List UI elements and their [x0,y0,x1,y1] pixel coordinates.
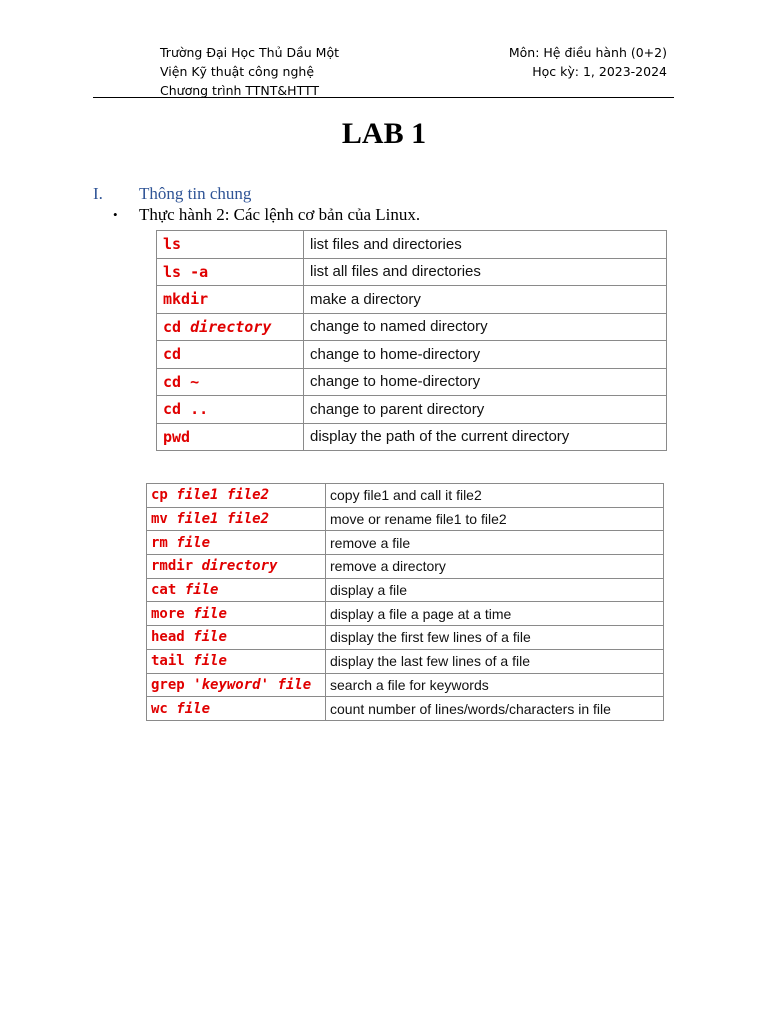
command-cell [157,313,304,341]
description-cell: move or rename file1 to file2 [326,507,664,531]
bullet-text: Thực hành 2: Các lệnh cơ bản của Linux. [139,205,421,224]
command-cell [147,602,326,626]
table-row [147,578,664,602]
header-divider [93,97,674,98]
commands-table-2 [146,483,664,721]
description-cell: change to home-directory [304,368,667,396]
command-argument: file [184,582,219,599]
command-name: rm [151,534,168,551]
command-cell [147,673,326,697]
table-row [147,555,664,579]
command-name: head [151,629,185,646]
table-row [157,313,667,341]
table-row [147,602,664,626]
command-cell [147,697,326,721]
command-name: cd [163,317,182,336]
bullet-icon: • [113,207,118,222]
description-cell: change to home-directory [304,341,667,369]
command-name: mkdir [163,290,209,309]
table-row [147,649,664,673]
command-name: tail [151,653,185,670]
command-cell [147,626,326,650]
command-argument: directory [190,317,272,336]
section-title: Thông tin chung [139,184,252,203]
table-row [157,231,667,259]
page-header [160,43,667,100]
description-cell: change to parent directory [304,396,667,424]
command-cell [157,231,304,259]
program-name: Chương trình TTNT&HTTT [160,83,320,98]
command-name: mv [151,511,168,528]
command-name: cd .. [163,400,209,419]
command-name: grep [151,676,185,693]
semester: Học kỳ: 1, 2023-2024 [532,64,667,79]
command-argument: file [193,605,227,622]
description-cell: search a file for keywords [326,673,664,697]
command-name: cd ~ [163,372,200,391]
table-row [147,673,664,697]
table-row [157,258,667,286]
table-row [147,626,664,650]
command-argument: file [176,700,211,717]
table-row [157,368,667,396]
description-cell: count number of lines/words/characters in file [326,697,664,721]
command-cell [157,368,304,396]
description-cell: display the first few lines of a file [326,626,664,650]
command-cell [157,341,304,369]
command-cell [147,507,326,531]
description-cell: display a file [326,578,664,602]
command-cell [147,531,326,555]
command-argument: directory [201,558,278,575]
table-row [147,697,664,721]
description-cell: copy file1 and call it file2 [326,484,664,508]
description-cell: display the last few lines of a file [326,649,664,673]
command-cell [147,578,326,602]
university-name: Trường Đại Học Thủ Dầu Một [160,45,339,60]
description-cell: display a file a page at a time [326,602,664,626]
description-cell: remove a file [326,531,664,555]
description-cell: change to named directory [304,313,667,341]
institute-name: Viện Kỹ thuật công nghệ [160,64,315,79]
command-name: ls -a [163,262,209,281]
section-heading [93,184,251,204]
command-name: wc [151,700,168,717]
bullet-item [113,205,420,225]
commands-table-1 [156,230,667,451]
command-argument: file [193,629,227,646]
table-row [147,484,664,508]
description-cell: display the path of the current directory [304,423,667,451]
table-row [147,507,664,531]
command-name: ls [163,235,182,254]
command-argument: file [193,653,227,670]
command-name: pwd [163,427,191,446]
command-argument: 'keyword' file [193,676,312,693]
command-name: rmdir [151,558,194,575]
command-name: cd [163,345,182,364]
table-row [147,531,664,555]
table-row [157,286,667,314]
table-row [157,396,667,424]
course-name: Môn: Hệ điều hành (0+2) [508,45,667,60]
command-name: more [151,605,185,622]
command-cell [157,396,304,424]
description-cell: make a directory [304,286,667,314]
description-cell: list all files and directories [304,258,667,286]
command-argument: file1 file2 [176,511,270,528]
section-number: I. [93,184,103,203]
command-cell [147,484,326,508]
command-cell [157,258,304,286]
command-cell [147,649,326,673]
command-argument: file1 file2 [176,487,270,504]
description-cell: remove a directory [326,555,664,579]
page-title: LAB 1 [341,117,427,150]
command-cell [157,423,304,451]
command-argument: file [176,534,211,551]
command-name: cat [151,582,177,599]
table-row [157,341,667,369]
command-name: cp [151,487,168,504]
command-cell [147,555,326,579]
command-cell [157,286,304,314]
table-row [157,423,667,451]
description-cell: list files and directories [304,231,667,259]
